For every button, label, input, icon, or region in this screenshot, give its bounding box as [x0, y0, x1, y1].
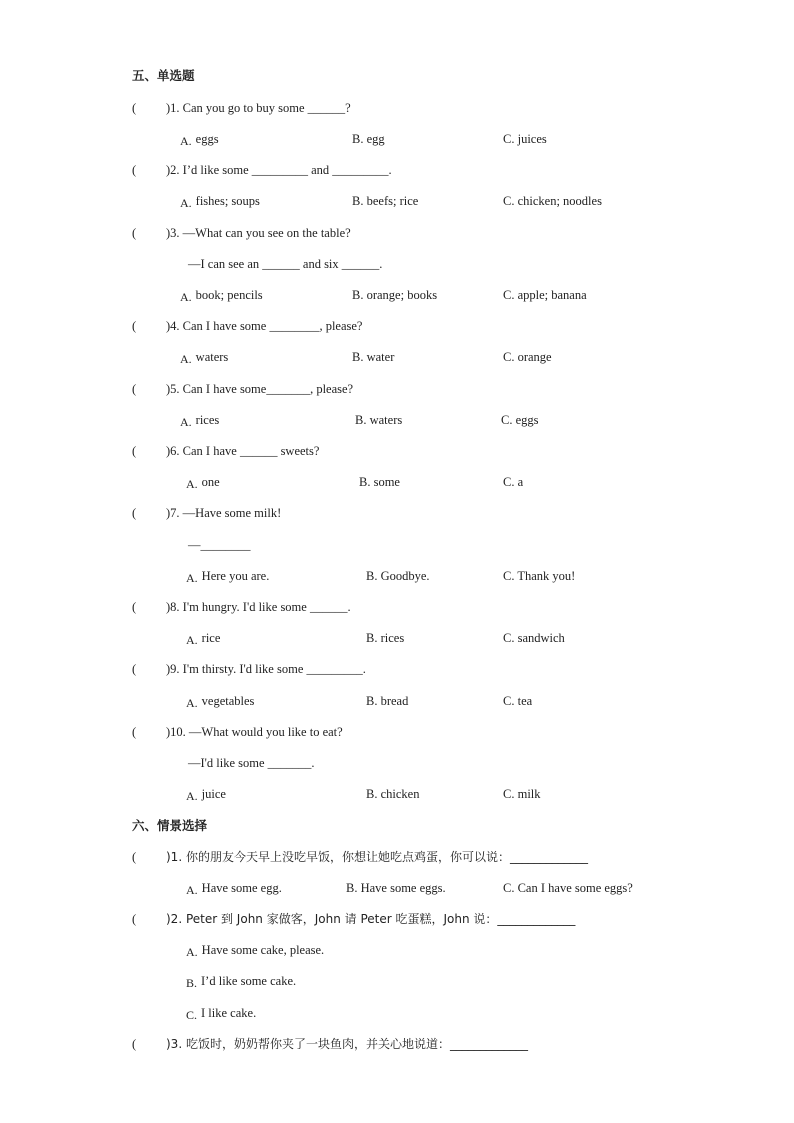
q4-stem: )4. Can I have some ________, please? — [166, 319, 363, 333]
s6-q2-option-b[interactable]: B. I’d like some cake. — [186, 974, 297, 990]
q9-option-a[interactable]: A. vegetables — [186, 694, 255, 710]
answer-paren: ( — [132, 226, 137, 240]
q3-option-b[interactable]: B. orange; books — [352, 288, 438, 302]
q6-option-b[interactable]: B. some — [359, 475, 400, 489]
q2-option-c[interactable]: C. chicken; noodles — [503, 194, 602, 208]
q9-option-b[interactable]: B. bread — [366, 694, 409, 708]
section5-title: 五、单选题 — [132, 68, 195, 83]
q7-option-a[interactable]: A. Here you are. — [186, 569, 270, 585]
answer-paren: ( — [132, 319, 137, 333]
s6-q2-option-a[interactable]: A. Have some cake, please. — [186, 943, 325, 959]
q3-stem: )3. —What can you see on the table? — [166, 226, 351, 240]
s6-q1-option-c[interactable]: C. Can I have some eggs? — [503, 881, 633, 895]
answer-paren: ( — [132, 912, 137, 926]
s6-q2-stem: )2. Peter 到 John 家做客，John 请 Peter 吃蛋糕，John 说：_____________ — [166, 912, 576, 926]
answer-paren: ( — [132, 444, 137, 458]
q8-option-b[interactable]: B. rices — [366, 631, 405, 645]
q9-stem: )9. I'm thirsty. I'd like some _________. — [166, 662, 366, 676]
q2-option-b[interactable]: B. beefs; rice — [352, 194, 419, 208]
q10-stem-2: —I'd like some _______. — [188, 756, 315, 770]
q3-stem-2: —I can see an ______ and six ______. — [188, 257, 383, 271]
q2-stem: )2. I’d like some _________ and _________. — [166, 163, 392, 177]
q5-stem: )5. Can I have some_______, please? — [166, 382, 354, 396]
q1-option-b[interactable]: B. egg — [352, 132, 385, 146]
q1-option-a[interactable]: A. eggs — [180, 132, 219, 148]
section6-title: 六、情景选择 — [132, 818, 208, 833]
q7-stem: )7. —Have some milk! — [166, 506, 282, 520]
answer-paren: ( — [132, 163, 137, 177]
q4-option-c[interactable]: C. orange — [503, 350, 552, 364]
answer-paren: ( — [132, 600, 137, 614]
q10-stem: )10. —What would you like to eat? — [166, 725, 343, 739]
q5-option-a[interactable]: A. rices — [180, 413, 220, 429]
q7-option-b[interactable]: B. Goodbye. — [366, 569, 430, 583]
answer-paren: ( — [132, 725, 137, 739]
answer-paren: ( — [132, 850, 137, 864]
s6-q2-option-c[interactable]: C. I like cake. — [186, 1006, 257, 1022]
q3-option-c[interactable]: C. apple; banana — [503, 288, 587, 302]
q1-stem: )1. Can you go to buy some ______? — [166, 101, 351, 115]
q10-option-a[interactable]: A. juice — [186, 787, 226, 803]
q7-stem-2: —________ — [188, 538, 251, 552]
q5-option-c[interactable]: C. eggs — [501, 413, 539, 427]
answer-paren: ( — [132, 101, 137, 115]
answer-paren: ( — [132, 662, 137, 676]
q10-option-b[interactable]: B. chicken — [366, 787, 420, 801]
q3-option-a[interactable]: A. book; pencils — [180, 288, 263, 304]
answer-paren: ( — [132, 382, 137, 396]
q8-option-c[interactable]: C. sandwich — [503, 631, 565, 645]
q5-option-b[interactable]: B. waters — [355, 413, 403, 427]
q4-option-a[interactable]: A. waters — [180, 350, 229, 366]
s6-q1-option-b[interactable]: B. Have some eggs. — [346, 881, 446, 895]
q6-option-a[interactable]: A. one — [186, 475, 220, 491]
answer-paren: ( — [132, 506, 137, 520]
q6-option-c[interactable]: C. a — [503, 475, 524, 489]
q9-option-c[interactable]: C. tea — [503, 694, 533, 708]
q8-stem: )8. I'm hungry. I'd like some ______. — [166, 600, 351, 614]
q10-option-c[interactable]: C. milk — [503, 787, 541, 801]
s6-q1-option-a[interactable]: A. Have some egg. — [186, 881, 282, 897]
q4-option-b[interactable]: B. water — [352, 350, 395, 364]
q7-option-c[interactable]: C. Thank you! — [503, 569, 576, 583]
s6-q3-stem: )3. 吃饭时，奶奶帮你夹了一块鱼肉，并关心地说道：_____________ — [166, 1037, 528, 1051]
q8-option-a[interactable]: A. rice — [186, 631, 221, 647]
q2-option-a[interactable]: A. fishes; soups — [180, 194, 260, 210]
answer-paren: ( — [132, 1037, 137, 1051]
s6-q1-stem: )1. 你的朋友今天早上没吃早饭，你想让她吃点鸡蛋，你可以说：_____________ — [166, 850, 588, 864]
q1-option-c[interactable]: C. juices — [503, 132, 547, 146]
q6-stem: )6. Can I have ______ sweets? — [166, 444, 320, 458]
